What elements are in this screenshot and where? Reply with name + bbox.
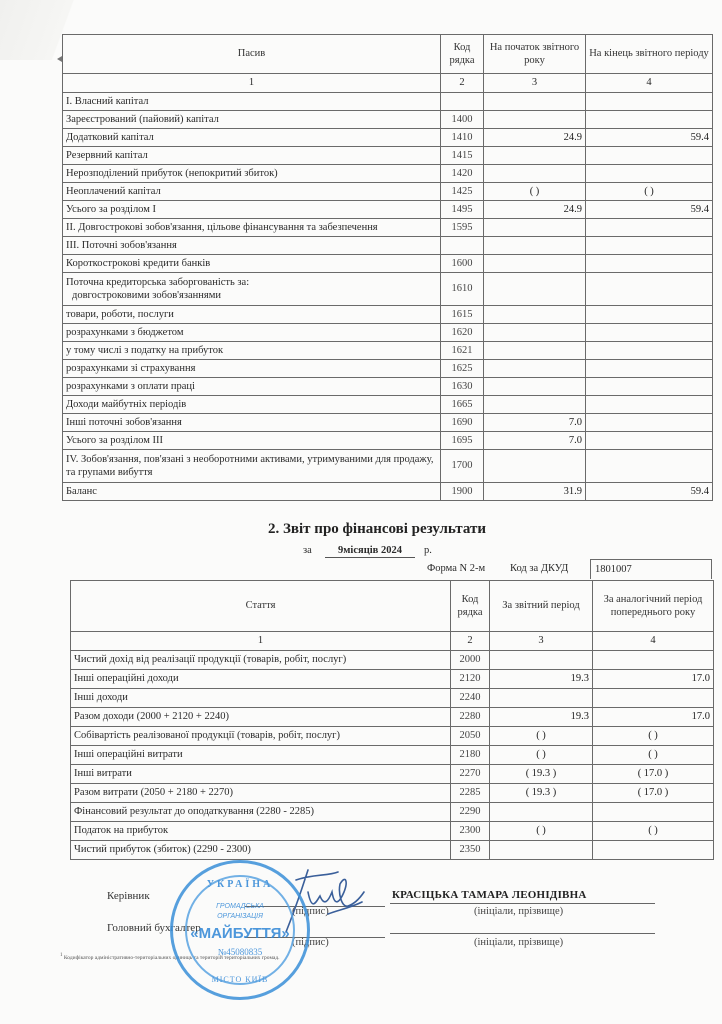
row-end-value <box>586 165 713 183</box>
row-code: 1630 <box>441 378 484 396</box>
row-previous-value <box>593 841 714 860</box>
section-title: 2. Звіт про фінансові результати <box>268 521 486 537</box>
stamp-reg-number: №45080835 <box>217 947 263 957</box>
table-row-total <box>63 483 713 501</box>
table-row <box>63 237 713 255</box>
row-label: III. Поточні зобов'язання <box>63 237 441 255</box>
row-previous-value <box>593 689 714 708</box>
row-start-value <box>484 111 586 129</box>
row-end-value: 59.4 <box>586 129 713 147</box>
column-number: 2 <box>451 632 490 651</box>
column-number: 3 <box>484 74 586 93</box>
row-end-value <box>586 147 713 165</box>
row-code: 1600 <box>441 255 484 273</box>
row-code <box>441 93 484 111</box>
row-end-value <box>586 255 713 273</box>
row-code: 1495 <box>441 201 484 219</box>
accountant-signature-caption: (підпис) <box>292 937 329 948</box>
table-row <box>63 378 713 396</box>
table-row <box>63 165 713 183</box>
table-row <box>63 450 713 483</box>
row-start-value <box>484 306 586 324</box>
table-row <box>63 183 713 201</box>
header-article: Стаття <box>71 581 451 632</box>
row-end-value <box>586 306 713 324</box>
row-label: товари, роботи, послуги <box>63 306 441 324</box>
row-previous-value: ( 17.0 ) <box>593 784 714 803</box>
stamp-org-type-2: ОРГАНІЗАЦІЯ <box>217 913 263 920</box>
table-row <box>63 342 713 360</box>
table-row <box>63 273 713 306</box>
row-end-value <box>586 237 713 255</box>
row-end-value: 59.4 <box>586 201 713 219</box>
table-row <box>63 396 713 414</box>
period-suffix: р. <box>424 545 432 556</box>
row-label: Інші операційні витрати <box>71 746 451 765</box>
row-label: розрахунками з оплати праці <box>63 378 441 396</box>
row-previous-value: ( ) <box>593 746 714 765</box>
row-code: 1665 <box>441 396 484 414</box>
row-label: II. Довгострокові зобов'язання, цільове фінансування та забезпечення <box>63 219 441 237</box>
table-row <box>71 765 714 784</box>
row-label: Резервний капітал <box>63 147 441 165</box>
header-end-of-period: На кінець звітного періоду <box>586 35 713 74</box>
row-current-value <box>490 841 593 860</box>
row-current-value <box>490 651 593 670</box>
column-number: 1 <box>63 74 441 93</box>
row-start-value <box>484 342 586 360</box>
table-row <box>63 219 713 237</box>
accountant-name-caption: (ініціали, прізвище) <box>474 937 564 948</box>
accountant-label: Головний бухгалтер <box>107 922 201 934</box>
table-row <box>63 432 713 450</box>
table-row <box>71 841 714 860</box>
row-start-value <box>484 255 586 273</box>
table-row <box>63 324 713 342</box>
header-previous-period: За аналогічний період попереднього року <box>593 581 714 632</box>
column-number-row <box>71 632 714 651</box>
row-previous-value <box>593 651 714 670</box>
dkud-label: Код за ДКУД <box>510 563 569 574</box>
row-label: Усього за розділом ІІІ <box>63 432 441 450</box>
header-line-code: Код рядка <box>441 35 484 74</box>
row-previous-value: ( ) <box>593 727 714 746</box>
header-line-code: Код рядка <box>451 581 490 632</box>
table-row <box>71 689 714 708</box>
row-end-value <box>586 396 713 414</box>
row-previous-value: 17.0 <box>593 670 714 689</box>
row-code: 2000 <box>451 651 490 670</box>
row-start-value <box>484 93 586 111</box>
row-label: Додатковий капітал <box>63 129 441 147</box>
header-current-period: За звітний період <box>490 581 593 632</box>
balance-liabilities-table <box>62 34 713 501</box>
row-label: Неоплачений капітал <box>63 183 441 201</box>
row-start-value <box>484 450 586 483</box>
row-start-value <box>484 165 586 183</box>
period-prefix: за <box>303 545 312 556</box>
row-label <box>63 273 441 306</box>
table-row <box>71 803 714 822</box>
row-code: 1615 <box>441 306 484 324</box>
row-label: Разом доходи (2000 + 2120 + 2240) <box>71 708 451 727</box>
row-start-value <box>484 273 586 306</box>
row-label: Інші операційні доходи <box>71 670 451 689</box>
row-code: 1900 <box>441 483 484 501</box>
table-row <box>63 201 713 219</box>
row-code: 2290 <box>451 803 490 822</box>
row-label: Баланс <box>63 483 441 501</box>
table-row <box>63 93 713 111</box>
row-current-value <box>490 803 593 822</box>
row-previous-value: ( 17.0 ) <box>593 765 714 784</box>
row-current-value: ( ) <box>490 822 593 841</box>
row-code: 2050 <box>451 727 490 746</box>
row-label: Усього за розділом І <box>63 201 441 219</box>
row-code: 2270 <box>451 765 490 784</box>
form-label: Форма N 2-м <box>427 563 486 574</box>
row-code: 2280 <box>451 708 490 727</box>
table-row <box>71 822 714 841</box>
row-start-value: 7.0 <box>484 414 586 432</box>
row-end-value: ( ) <box>586 183 713 201</box>
row-label: Фінансовий результат до оподаткування (2280 - 2285) <box>71 803 451 822</box>
row-code: 2285 <box>451 784 490 803</box>
row-label: Доходи майбутніх періодів <box>63 396 441 414</box>
row-code <box>441 237 484 255</box>
row-current-value: ( 19.3 ) <box>490 765 593 784</box>
stamp-org-type-1: ГРОМАДСЬКА <box>216 903 264 910</box>
row-end-value <box>586 378 713 396</box>
table-row <box>63 306 713 324</box>
table-row <box>71 651 714 670</box>
row-label: Короткострокові кредити банків <box>63 255 441 273</box>
column-number: 4 <box>586 74 713 93</box>
row-code: 1690 <box>441 414 484 432</box>
organization-stamp-icon <box>170 860 310 1000</box>
row-start-value <box>484 396 586 414</box>
table-header-row <box>63 35 713 74</box>
director-name-caption: (ініціали, прізвище) <box>474 906 564 917</box>
row-end-value <box>586 342 713 360</box>
director-name: КРАСІЦЬКА ТАМАРА ЛЕОНІДІВНА <box>392 889 587 901</box>
column-number: 4 <box>593 632 714 651</box>
row-current-value <box>490 689 593 708</box>
table-row <box>71 784 714 803</box>
table-row <box>71 670 714 689</box>
director-name-line <box>390 903 655 904</box>
table-row <box>71 746 714 765</box>
row-label: Податок на прибуток <box>71 822 451 841</box>
row-code: 2350 <box>451 841 490 860</box>
stamp-org-name: «МАЙБУТТЯ» <box>190 925 290 942</box>
table-row <box>63 147 713 165</box>
row-code: 2180 <box>451 746 490 765</box>
row-start-value <box>484 324 586 342</box>
row-label: Інші поточні зобов'язання <box>63 414 441 432</box>
row-code: 1410 <box>441 129 484 147</box>
row-end-value <box>586 93 713 111</box>
row-start-value <box>484 147 586 165</box>
row-end-value <box>586 111 713 129</box>
column-number: 3 <box>490 632 593 651</box>
row-code: 2120 <box>451 670 490 689</box>
row-label: Зареєстрований (пайовий) капітал <box>63 111 441 129</box>
row-start-value: ( ) <box>484 183 586 201</box>
row-end-value <box>586 450 713 483</box>
row-label: Нерозподілений прибуток (непокритий збиток) <box>63 165 441 183</box>
row-label-line-2: довгостроковими зобов'язаннями <box>72 290 222 301</box>
row-start-value <box>484 219 586 237</box>
row-end-value <box>586 414 713 432</box>
column-number-row <box>63 74 713 93</box>
period-value: 9місяців 2024 <box>325 545 415 558</box>
table-row <box>63 111 713 129</box>
row-code: 1695 <box>441 432 484 450</box>
row-label: Чистий прибуток (збиток) (2290 - 2300) <box>71 841 451 860</box>
row-end-value <box>586 219 713 237</box>
row-label: у тому числі з податку на прибуток <box>63 342 441 360</box>
row-end-value <box>586 432 713 450</box>
table-row <box>63 414 713 432</box>
row-label-line-1: Поточна кредиторська заборгованість за: <box>66 276 250 288</box>
row-code: 1700 <box>441 450 484 483</box>
row-previous-value <box>593 803 714 822</box>
row-end-value <box>586 273 713 306</box>
row-label: Інші витрати <box>71 765 451 784</box>
row-code: 2240 <box>451 689 490 708</box>
table-row <box>71 727 714 746</box>
table-header-row <box>71 581 714 632</box>
footnote-marker: 1 <box>60 953 63 958</box>
row-current-value: 19.3 <box>490 708 593 727</box>
stamp-city: МІСТО КИЇВ <box>211 975 269 984</box>
row-end-value <box>586 360 713 378</box>
table-row <box>71 708 714 727</box>
row-start-value: 7.0 <box>484 432 586 450</box>
row-start-value <box>484 378 586 396</box>
row-code: 1425 <box>441 183 484 201</box>
row-label: розрахунками з бюджетом <box>63 324 441 342</box>
row-label: розрахунками зі страхування <box>63 360 441 378</box>
row-code: 1620 <box>441 324 484 342</box>
row-current-value: ( ) <box>490 727 593 746</box>
row-code: 1610 <box>441 273 484 306</box>
column-number: 1 <box>71 632 451 651</box>
row-label: IV. Зобов'язання, пов'язані з необоротними активами, утримуваними для продажу, та групами вибуття <box>63 450 441 483</box>
row-start-value: 24.9 <box>484 129 586 147</box>
row-code: 2300 <box>451 822 490 841</box>
director-signature-caption: (підпис) <box>292 906 329 917</box>
row-code: 1420 <box>441 165 484 183</box>
row-start-value <box>484 237 586 255</box>
row-label: Інші доходи <box>71 689 451 708</box>
row-code: 1415 <box>441 147 484 165</box>
row-end-value: 59.4 <box>586 483 713 501</box>
row-code: 1625 <box>441 360 484 378</box>
row-current-value: 19.3 <box>490 670 593 689</box>
row-start-value: 31.9 <box>484 483 586 501</box>
row-code: 1400 <box>441 111 484 129</box>
row-start-value: 24.9 <box>484 201 586 219</box>
column-number: 2 <box>441 74 484 93</box>
header-start-of-year: На початок звітного року <box>484 35 586 74</box>
row-current-value: ( ) <box>490 746 593 765</box>
director-label: Керівник <box>107 890 150 902</box>
row-previous-value: ( ) <box>593 822 714 841</box>
dkud-code-value: 1801007 <box>590 559 712 579</box>
accountant-name-line <box>390 933 655 934</box>
income-statement-table <box>70 580 714 860</box>
row-start-value <box>484 360 586 378</box>
table-row <box>63 255 713 273</box>
row-code: 1621 <box>441 342 484 360</box>
row-label: Собівартість реалізованої продукції (товарів, робіт, послуг) <box>71 727 451 746</box>
table-row <box>63 360 713 378</box>
stamp-country: УКРАЇНА <box>206 879 274 890</box>
row-label: Разом витрати (2050 + 2180 + 2270) <box>71 784 451 803</box>
row-code: 1595 <box>441 219 484 237</box>
row-previous-value: 17.0 <box>593 708 714 727</box>
row-label: I. Власний капітал <box>63 93 441 111</box>
header-liabilities: Пасив <box>63 35 441 74</box>
footnote-text: Кодифікатор адміністративно-територіальних одиниць та територій територіальних громад. <box>63 954 280 961</box>
row-current-value: ( 19.3 ) <box>490 784 593 803</box>
table-row <box>63 129 713 147</box>
row-end-value <box>586 324 713 342</box>
row-label: Чистий дохід від реалізації продукції (товарів, робіт, послуг) <box>71 651 451 670</box>
